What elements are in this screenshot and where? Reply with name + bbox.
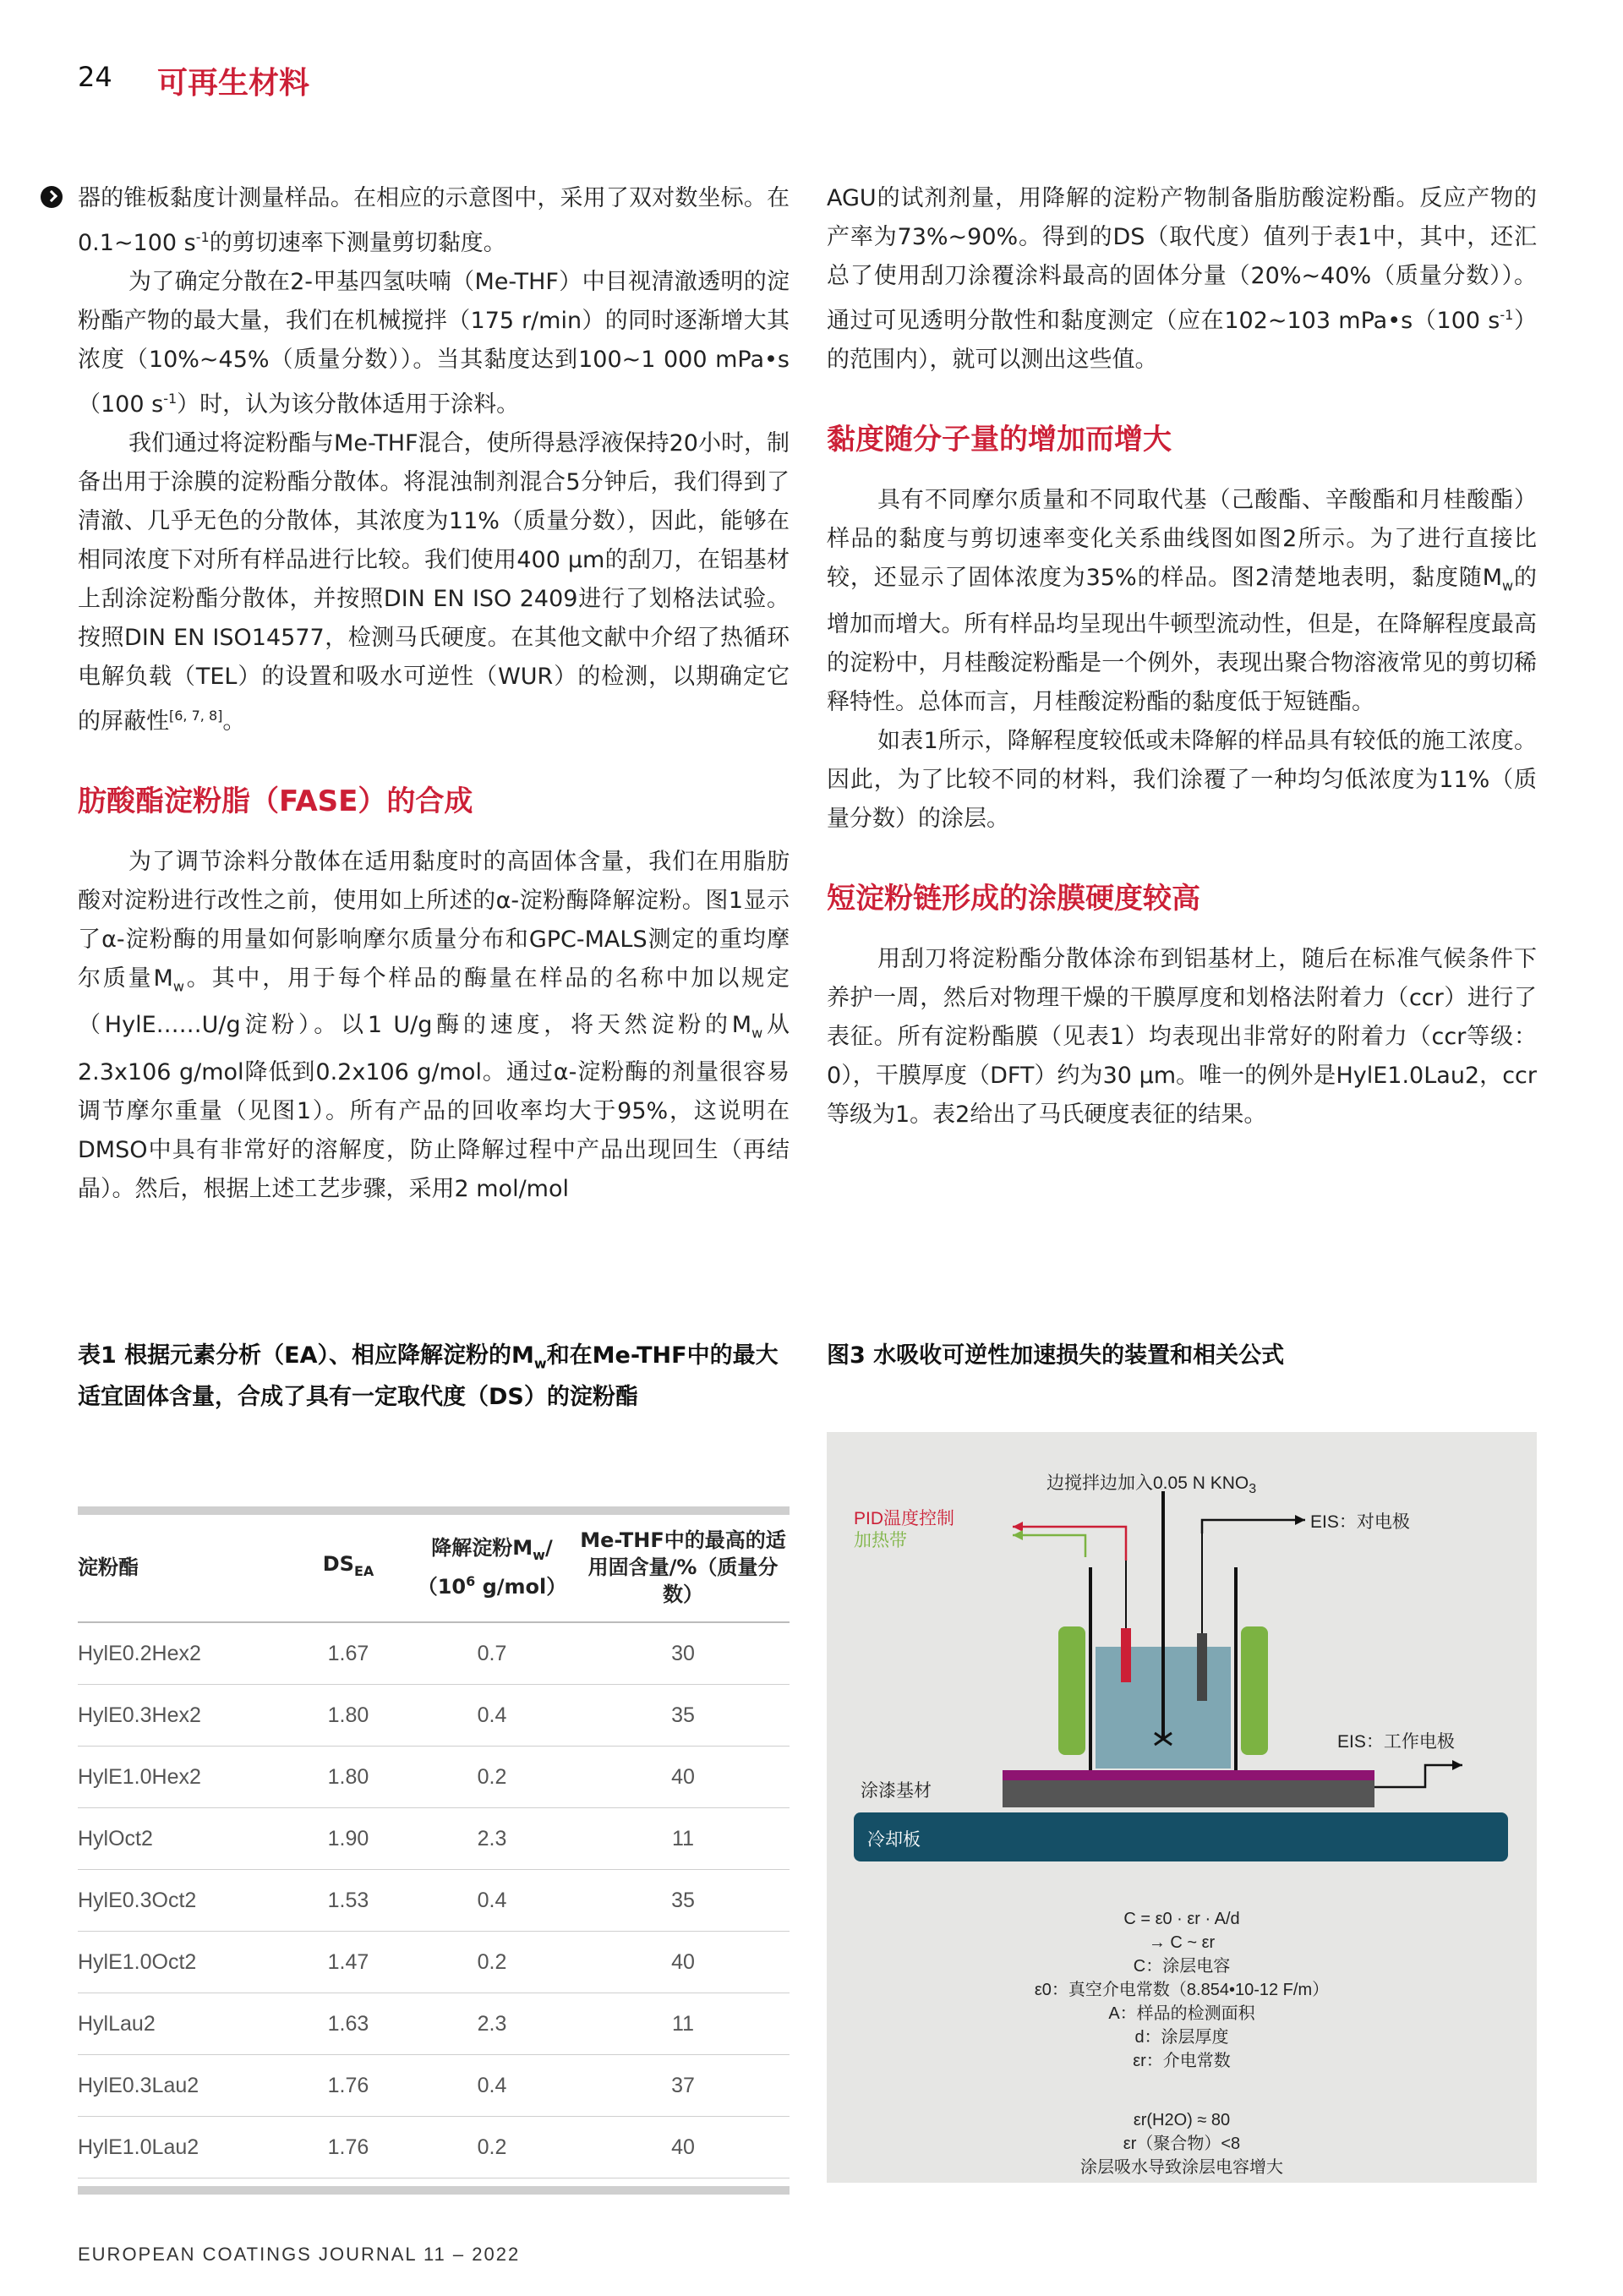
cell-solids: 30 (577, 1622, 790, 1685)
section-title: 可再生材料 (157, 66, 310, 101)
table1-header-mw: 降解淀粉$M_w/$ （$10^6$ g/mol） (407, 1513, 577, 1622)
right-column (827, 179, 1537, 1134)
cell-mw: 2.3 (407, 1993, 577, 2055)
coating-layer (1003, 1770, 1374, 1780)
footer-journal: EUROPEAN COATINGS JOURNAL 11 – 2022 (78, 2244, 521, 2265)
working-electrode-arrow (1374, 1765, 1462, 1787)
pid-arrowhead-icon (1013, 1522, 1023, 1532)
definition-c: C：涂层电容 (1133, 1957, 1231, 1976)
table1-header-starch-ester: 淀粉酯 (78, 1513, 289, 1622)
cell-ds: 1.80 (289, 1747, 407, 1808)
heading-fase-synthesis: 肪酸酯淀粉脂（FASE）的合成 (78, 784, 473, 818)
cell-ds: 1.53 (289, 1870, 407, 1932)
left-column (78, 179, 790, 1209)
cell-ds: 1.90 (289, 1808, 407, 1870)
definition-er: εr：介电常数 (1133, 2052, 1231, 2070)
figure3-caption: 图3 水吸收可逆性加速损失的装置和相关公式 (827, 1342, 1285, 1369)
cell-name: HylE0.3Lau2 (78, 2055, 289, 2117)
definition-e0: ε0：真空介电常数（8.854•10-12 F/m） (1034, 1981, 1330, 1999)
continued-arrow-icon (41, 186, 63, 208)
heading-viscosity: 黏度随分子量的增加而增大 (827, 423, 1172, 456)
cell-solids: 35 (577, 1685, 790, 1747)
table1 (78, 1513, 790, 2178)
pid-temperature-probe (1121, 1628, 1131, 1682)
heat-arrow (1013, 1535, 1085, 1557)
figure3-diagram (827, 1432, 1537, 2183)
cell-name: HylLau2 (78, 1993, 289, 2055)
counter-electrode-arrow (1202, 1520, 1305, 1533)
table-row (78, 1808, 790, 1870)
cooling-plate (854, 1812, 1508, 1861)
label-substrate: 涂漆基材 (861, 1781, 932, 1801)
cell-ds: 1.80 (289, 1685, 407, 1747)
label-cooling-plate: 冷却板 (867, 1830, 921, 1850)
label-stirring: 边搅拌边加入0.05 N $KNO_3$ (1046, 1473, 1257, 1497)
coated-substrate (1003, 1780, 1374, 1807)
left-paragraph-1: 器的锥板黏度计测量样品。在相应的示意图中，采用了双对数坐标。在0.1~100 $s^{-1}$的剪切速率下测量剪切黏度。 (78, 185, 790, 256)
left-paragraph-4: 为了调节涂料分散体在适用黏度时的高固体含量，我们在用脂肪酸对淀粉进行改性之前，使用如上所述的α-淀粉酶降解淀粉。图1显示了α-淀粉酶的用量如何影响摩尔质量分布和GPC-MALS测定的重均摩尔质量$M_w$。其中，用于每个样品的酶量在样品的名称中加以规定（HylE……U/g淀粉）。以1 U/g酶的速度，将天然淀粉的$M_w$从2.3x106 g/mol降低到0.2x106 g/mol。通过α-淀粉酶的剂量很容易调节摩尔重量（见图1）。所有产品的回收率均大于95%，这说明在DMSO中具有非常好的溶解度，防止降解过程中产品出现回生（再结晶）。然后，根据上述工艺步骤，采用2 mol/mol (78, 849, 790, 1202)
cell-name: HylOct2 (78, 1808, 289, 1870)
cell-mw: 0.4 (407, 1685, 577, 1747)
note-water: εr(H2O) ≈ 80 (1133, 2111, 1231, 2129)
cell-ds: 1.76 (289, 2055, 407, 2117)
table-row (78, 1622, 790, 1685)
cell-mw: 0.7 (407, 1622, 577, 1685)
right-paragraph-1: AGU的试剂剂量，用降解的淀粉产物制备脂肪酸淀粉酯。反应产物的产率为73%~90%。得到的DS（取代度）值列于表1中，其中，还汇总了使用刮刀涂覆涂料最高的固体分量（20%~40%（质量分数））。通过可见透明分散性和黏度测定（应在102~103 mPa•s（100 $s^{-1}$）的范围内），就可以测出这些值。 (827, 185, 1537, 373)
cell-solids: 40 (577, 2117, 790, 2178)
heat-arrowhead-icon (1013, 1530, 1023, 1540)
formula-block (827, 1907, 1537, 2179)
table-row (78, 1685, 790, 1747)
working-arrowhead-icon (1452, 1760, 1462, 1770)
left-paragraph-2: 为了确定分散在2-甲基四氢呋喃（Me-THF）中目视清澈透明的淀粉酯产物的最大量，我们在机械搅拌（175 r/min）的同时逐渐增大其浓度（10%~45%（质量分数））。当其黏度达到100~1 000 mPa•s（100 $s^{-1}$）时，认为该分散体适用于涂料。 (78, 269, 790, 418)
note-capacitance: 涂层吸水导致涂层电容增大 (1080, 2158, 1283, 2177)
table-row (78, 1747, 790, 1808)
table1-header-ds: $DS_{EA}$ (289, 1513, 407, 1622)
cell-solids: 35 (577, 1870, 790, 1932)
table1-caption: 表1 根据元素分析（EA）、相应降解淀粉的$M_w$和在Me-THF中的最大适宜固体含量，合成了具有一定取代度（DS）的淀粉酯 (78, 1342, 779, 1411)
cell-solids: 11 (577, 1993, 790, 2055)
heating-band-left (1058, 1626, 1085, 1755)
table-row (78, 1993, 790, 2055)
cell-name: HylE0.3Oct2 (78, 1870, 289, 1932)
cell-name: HylE1.0Lau2 (78, 2117, 289, 2178)
cell-name: HylE0.2Hex2 (78, 1622, 289, 1685)
note-polymer: εr（聚合物）<8 (1123, 2135, 1241, 2153)
table-row (78, 2117, 790, 2178)
pid-arrow (1013, 1527, 1126, 1561)
cell-mw: 2.3 (407, 1808, 577, 1870)
cell-mw: 0.2 (407, 1747, 577, 1808)
label-heating-band: 加热带 (854, 1531, 907, 1550)
cell-ds: 1.76 (289, 2117, 407, 2178)
cell-ds: 1.67 (289, 1622, 407, 1685)
cell-mw: 0.2 (407, 2117, 577, 2178)
cell-name: HylE1.0Hex2 (78, 1747, 289, 1808)
left-paragraph-3: 我们通过将淀粉酯与Me-THF混合，使所得悬浮液保持20小时，制备出用于涂膜的淀粉酯分散体。将混浊制剂混合5分钟后，我们得到了清澈、几乎无色的分散体，其浓度为11%（质量分数），因此，能够在相同浓度下对所有样品进行比较。我们使用400 μm的刮刀，在铝基材上刮涂淀粉酯分散体，并按照DIN EN ISO 2409进行了划格法试验。按照DIN EN ISO14577，检测马氏硬度。在其他文献中介绍了热循环电解负载（TEL）的设置和吸水可逆性（WUR）的检测，以期确定它的屏蔽性[6, 7, 8]。 (78, 430, 790, 735)
formula-proportional: → C ~ εr (1148, 1933, 1216, 1952)
cell-solids: 40 (577, 1747, 790, 1808)
heating-band-right (1241, 1626, 1268, 1755)
label-working-electrode: EIS：工作电极 (1337, 1732, 1455, 1752)
right-paragraph-2: 具有不同摩尔质量和不同取代基（己酸酯、辛酸酯和月桂酸酯）样品的黏度与剪切速率变化关系曲线图如图2所示。为了进行直接比较，还显示了固体浓度为35%的样品。图2清楚地表明，黏度随$M_w$的增加而增大。所有样品均呈现出牛顿型流动性，但是，在降解程度最高的淀粉中，月桂酸淀粉酯是一个例外，表现出聚合物溶液常见的剪切稀释特性。总体而言，月桂酸淀粉酯的黏度低于短链酯。 (827, 487, 1538, 716)
heading-hardness: 短淀粉链形成的涂膜硬度较高 (827, 882, 1200, 916)
table1-header-row (78, 1513, 790, 1622)
page-number: 24 (78, 61, 112, 93)
label-pid: PID温度控制 (854, 1509, 955, 1528)
table-row (78, 1932, 790, 1993)
table-row (78, 2055, 790, 2117)
formula-capacitance: C = ε0 · εr · A/d (1123, 1910, 1240, 1928)
cell-solids: 40 (577, 1932, 790, 1993)
cell-ds: 1.63 (289, 1993, 407, 2055)
right-paragraph-4: 用刮刀将淀粉酯分散体涂布到铝基材上，随后在标准气候条件下养护一周，然后对物理干燥的干膜厚度和划格法附着力（ccr）进行了表征。所有淀粉酯膜（见表1）均表现出非常好的附着力（ccr等级：0），干膜厚度（DFT）约为30 μm。唯一的例外是HylE1.0Lau2，ccr等级为1。表2给出了马氏硬度表征的结果。 (827, 946, 1537, 1129)
table-row (78, 1870, 790, 1932)
cell-solids: 11 (577, 1808, 790, 1870)
definition-a: A：样品的检测面积 (1108, 2004, 1255, 2023)
table1-header-solids: Me-THF中的最高的适用固含量/%（质量分数） (577, 1513, 790, 1622)
counter-electrode (1197, 1633, 1207, 1701)
counter-arrowhead-icon (1295, 1515, 1305, 1525)
cell-mw: 0.2 (407, 1932, 577, 1993)
cell-mw: 0.4 (407, 1870, 577, 1932)
cell-mw: 0.4 (407, 2055, 577, 2117)
definition-d: d：涂层厚度 (1134, 2028, 1229, 2047)
cell-solids: 37 (577, 2055, 790, 2117)
cell-ds: 1.47 (289, 1932, 407, 1993)
cell-name: HylE1.0Oct2 (78, 1932, 289, 1993)
right-paragraph-3: 如表1所示，降解程度较低或未降解的样品具有较低的施工浓度。因此，为了比较不同的材料，我们涂覆了一种均匀低浓度为11%（质量分数）的涂层。 (827, 728, 1537, 833)
label-counter-electrode: EIS：对电极 (1310, 1512, 1410, 1532)
table1-bottom-rule (78, 2186, 790, 2195)
cell-name: HylE0.3Hex2 (78, 1685, 289, 1747)
